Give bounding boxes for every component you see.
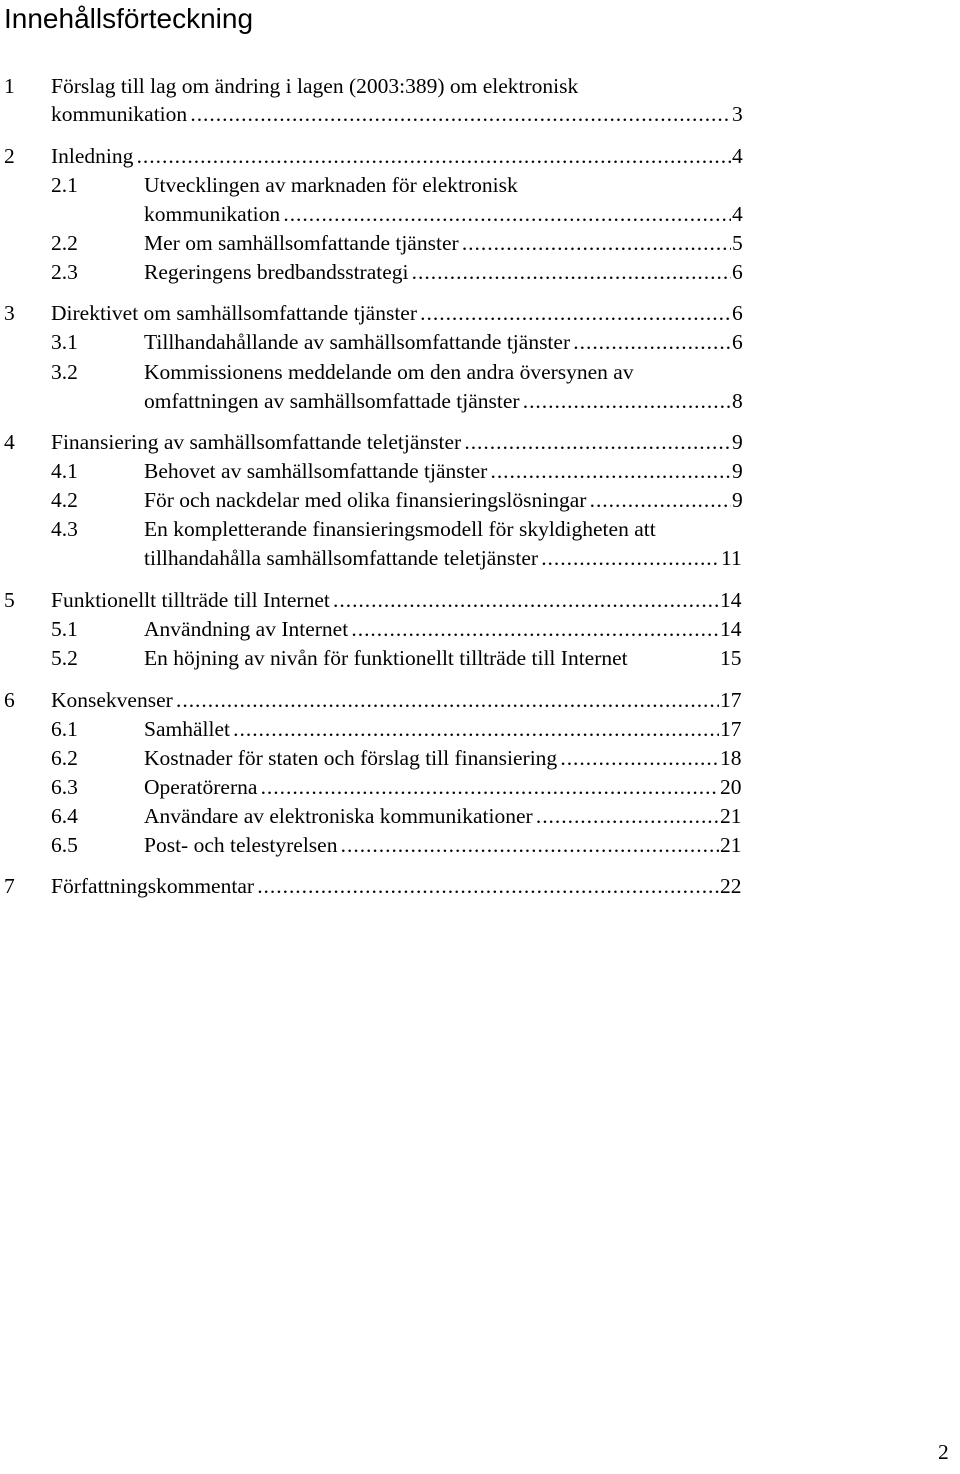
toc-title: Kommissionens meddelande om den andra översynen av <box>144 360 634 384</box>
toc-number: 4.2 <box>51 488 78 512</box>
toc-entry[interactable] <box>0 428 760 456</box>
toc-title: Direktivet om samhällsomfattande tjänster . . . <box>51 299 731 327</box>
toc-page-number: 17 <box>720 688 742 712</box>
toc-entry[interactable] <box>0 831 760 859</box>
toc-title: Användning av Internet . . . <box>144 615 719 643</box>
toc-entry[interactable] <box>0 802 760 830</box>
toc-title: Tillhandahållande av samhällsomfattande tjänster . . . <box>144 328 731 356</box>
toc-page-number: 18 <box>720 746 742 770</box>
toc-page-number: 3 <box>732 102 743 126</box>
toc-number: 4 <box>4 430 15 454</box>
toc-entry[interactable] <box>0 457 760 485</box>
toc-title: Kostnader för staten och förslag till finansiering . . . <box>144 744 719 772</box>
toc-number: 5 <box>4 588 15 612</box>
toc-title: Post- och telestyrelsen . . . <box>144 831 719 859</box>
toc-page-number: 6 <box>732 330 743 354</box>
toc-title: Behovet av samhällsomfattande tjänster . . . <box>144 457 731 485</box>
toc-page-number: 15 <box>720 646 742 670</box>
toc-title: Mer om samhällsomfattande tjänster . . . <box>144 229 731 257</box>
toc-number: 2 <box>4 144 15 168</box>
toc-entry[interactable] <box>0 686 760 714</box>
toc-number: 6.3 <box>51 775 78 799</box>
toc-number: 3 <box>4 301 15 325</box>
toc-number: 6 <box>4 688 15 712</box>
toc-number: 3.2 <box>51 360 78 384</box>
toc-entry[interactable] <box>0 171 760 199</box>
toc-title: Funktionellt tillträde till Internet . . . <box>51 586 719 614</box>
toc-entry[interactable] <box>0 229 760 257</box>
toc-page-number: 14 <box>720 588 742 612</box>
toc-page-number: 22 <box>720 874 742 898</box>
toc-page-number: 9 <box>732 430 743 454</box>
toc-page-number: 9 <box>732 488 743 512</box>
toc-page-number: 6 <box>732 260 743 284</box>
toc-page-number: 14 <box>720 617 742 641</box>
toc-title: Finansiering av samhällsomfattande teletjänster . . . <box>51 428 731 456</box>
toc-entry[interactable] <box>0 258 760 286</box>
toc-number: 6.1 <box>51 717 78 741</box>
toc-page-number: 4 <box>732 144 743 168</box>
toc-page-number: 21 <box>720 804 742 828</box>
toc-number: 6.2 <box>51 746 78 770</box>
toc-entry[interactable] <box>0 515 760 543</box>
toc-entry[interactable] <box>0 328 760 356</box>
toc-number: 5.1 <box>51 617 78 641</box>
toc-entry[interactable] <box>0 544 760 572</box>
toc-title: Förslag till lag om ändring i lagen (2003:389) om elektronisk <box>51 74 579 98</box>
toc-page-number: 11 <box>721 546 742 570</box>
toc-page-number: 17 <box>720 717 742 741</box>
toc-title: omfattningen av samhällsomfattade tjänster . . . <box>144 387 731 415</box>
toc-entry[interactable] <box>0 744 760 772</box>
toc-entry[interactable] <box>0 72 760 100</box>
toc-number: 4.1 <box>51 459 78 483</box>
toc-title: Samhället . . . <box>144 715 719 743</box>
toc-number: 2.3 <box>51 260 78 284</box>
page-number: 2 <box>938 1440 949 1464</box>
toc-number: 5.2 <box>51 646 78 670</box>
toc-entry[interactable] <box>0 715 760 743</box>
toc-page-number: 4 <box>732 202 743 226</box>
toc-number: 6.5 <box>51 833 78 857</box>
toc-page-number: 8 <box>732 389 743 413</box>
toc-page-number: 21 <box>720 833 742 857</box>
toc-entry[interactable] <box>0 486 760 514</box>
toc-entry[interactable] <box>0 200 760 228</box>
toc-page-number: 6 <box>732 301 743 325</box>
toc-title: En höjning av nivån för funktionellt tillträde till Internet <box>144 646 628 670</box>
toc-number: 3.1 <box>51 330 78 354</box>
toc-entry[interactable] <box>0 299 760 327</box>
toc-entry[interactable] <box>0 387 760 415</box>
toc-title: Utvecklingen av marknaden för elektronisk <box>144 173 518 197</box>
toc-title: Författningskommentar . . . <box>51 872 719 900</box>
toc-entry[interactable] <box>0 644 760 672</box>
toc-entry[interactable] <box>0 615 760 643</box>
toc-entry[interactable] <box>0 773 760 801</box>
toc-entry[interactable] <box>0 358 760 386</box>
toc-page-number: 5 <box>732 231 743 255</box>
toc-title: Regeringens bredbandsstrategi . . . <box>144 258 731 286</box>
toc-entry[interactable] <box>0 872 760 900</box>
toc-title: En kompletterande finansieringsmodell för skyldigheten att <box>144 517 656 541</box>
toc-number: 2.2 <box>51 231 78 255</box>
toc-entry[interactable] <box>0 586 760 614</box>
toc-entry[interactable] <box>0 100 760 128</box>
toc-title: tillhandahålla samhällsomfattande teletjänster . . . <box>144 544 720 572</box>
toc-title: Operatörerna . . . <box>144 773 719 801</box>
toc-title: kommunikation . . . <box>51 100 731 128</box>
toc-title: Inledning . . . <box>51 142 731 170</box>
toc-entry[interactable] <box>0 142 760 170</box>
toc-title: kommunikation . . . <box>144 200 731 228</box>
toc-number: 2.1 <box>51 173 78 197</box>
toc-title: För och nackdelar med olika finansieringslösningar . . . <box>144 486 731 514</box>
toc-number: 4.3 <box>51 517 78 541</box>
toc-number: 7 <box>4 874 15 898</box>
toc-number: 1 <box>4 74 15 98</box>
toc-page-number: 9 <box>732 459 743 483</box>
toc-page-number: 20 <box>720 775 742 799</box>
toc-number: 6.4 <box>51 804 78 828</box>
page-title: Innehållsförteckning <box>4 3 254 34</box>
toc-title: Användare av elektroniska kommunikationer . . . <box>144 802 719 830</box>
toc-title: Konsekvenser . . . <box>51 686 719 714</box>
